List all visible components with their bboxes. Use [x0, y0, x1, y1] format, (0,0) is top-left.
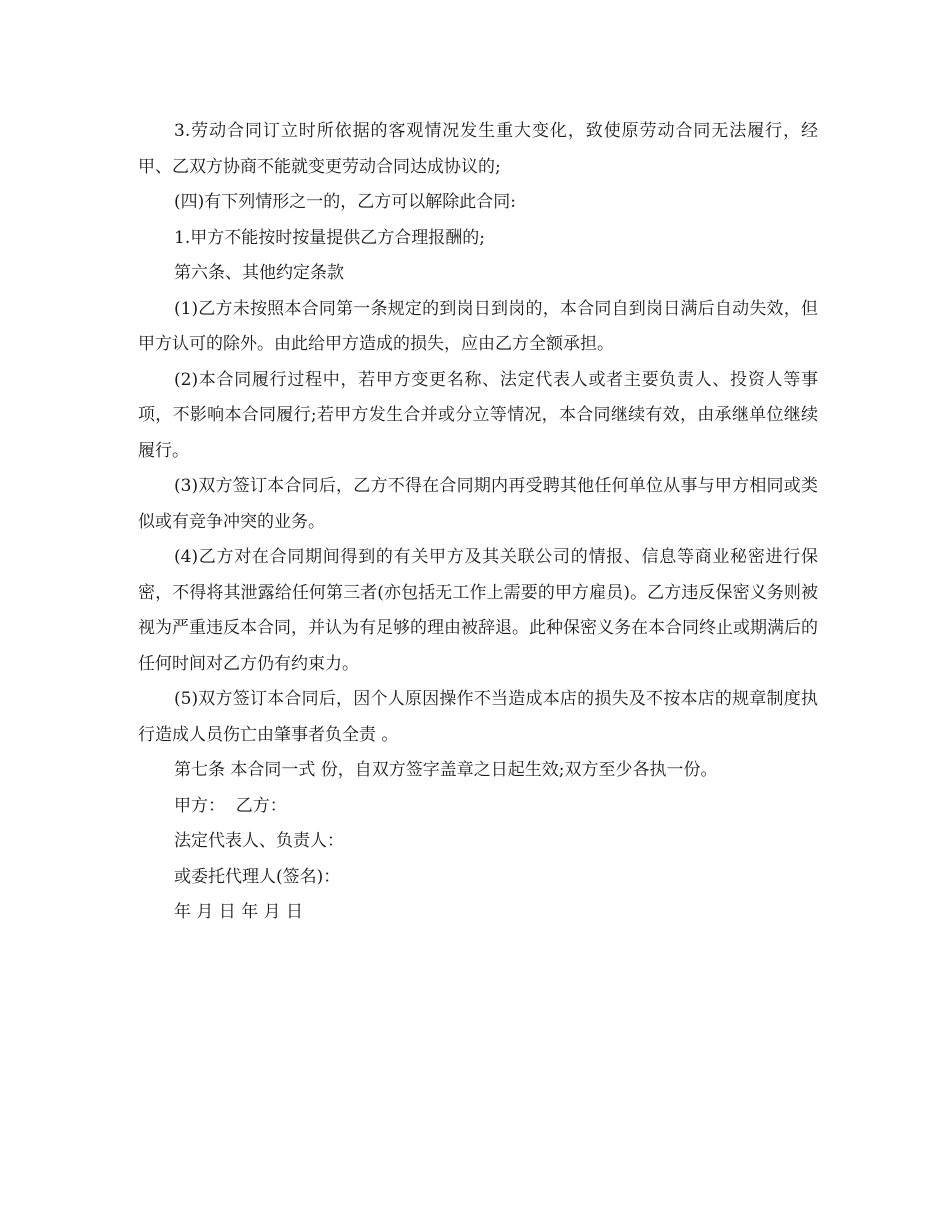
clause-3-text: 3.劳动合同订立时所依据的客观情况发生重大变化，致使原劳动合同无法履行，经甲、乙双方协商不能就变更劳动合同达成协议的;: [138, 121, 818, 177]
section-4-heading: (四)有下列情形之一的，乙方可以解除此合同:: [174, 192, 516, 212]
article-6-item-5: (5)双方签订本合同后，因个人原因操作不当造成本店的损失及不按本店的规章制度执行造成人员伤亡由肇事者负全责 。: [138, 689, 818, 745]
authorized-agent-line: 或委托代理人(签名)：: [174, 866, 341, 887]
clause-1-text: 1.甲方不能按时按量提供乙方合理报酬的;: [174, 227, 485, 248]
article-6-item-1: (1)乙方未按照本合同第一条规定的到岗日到岗的，本合同自到岗日满后自动失效，但甲方认可的除外。由此给甲方造成的损失，应由乙方全额承担。: [138, 298, 818, 354]
article-6-item-4: (4)乙方对在合同期间得到的有关甲方及其关联公司的情报、信息等商业秘密进行保密，不得将其泄露给任何第三者(亦包括无工作上需要的甲方雇员)。乙方违反保密义务则被视为严重违反本合同，并认为有足够的理由被辞退。此种保密义务在本合同终止或期满后的任何时间对乙方仍有约束力。: [138, 547, 818, 674]
article-7-text: 第七条 本合同一式 份，自双方签字盖章之日起生效;双方至少各执一份。: [174, 760, 718, 780]
article-6-item-3: (3)双方签订本合同后，乙方不得在合同期内再受聘其他任何单位从事与甲方相同或类似或有竞争冲突的业务。: [138, 476, 818, 532]
contract-page: [138, 114, 818, 931]
legal-representative-line: 法定代表人、负责人：: [174, 831, 344, 851]
party-signature-line: 甲方： 乙方：: [174, 795, 287, 816]
date-line: 年 月 日 年 月 日: [174, 902, 304, 922]
article-6-heading: 第六条、其他约定条款: [174, 263, 344, 283]
article-6-item-2: (2)本合同履行过程中，若甲方变更名称、法定代表人或者主要负责人、投资人等事项，不影响本合同履行;若甲方发生合并或分立等情况，本合同继续有效，由承继单位继续履行。: [138, 369, 818, 461]
